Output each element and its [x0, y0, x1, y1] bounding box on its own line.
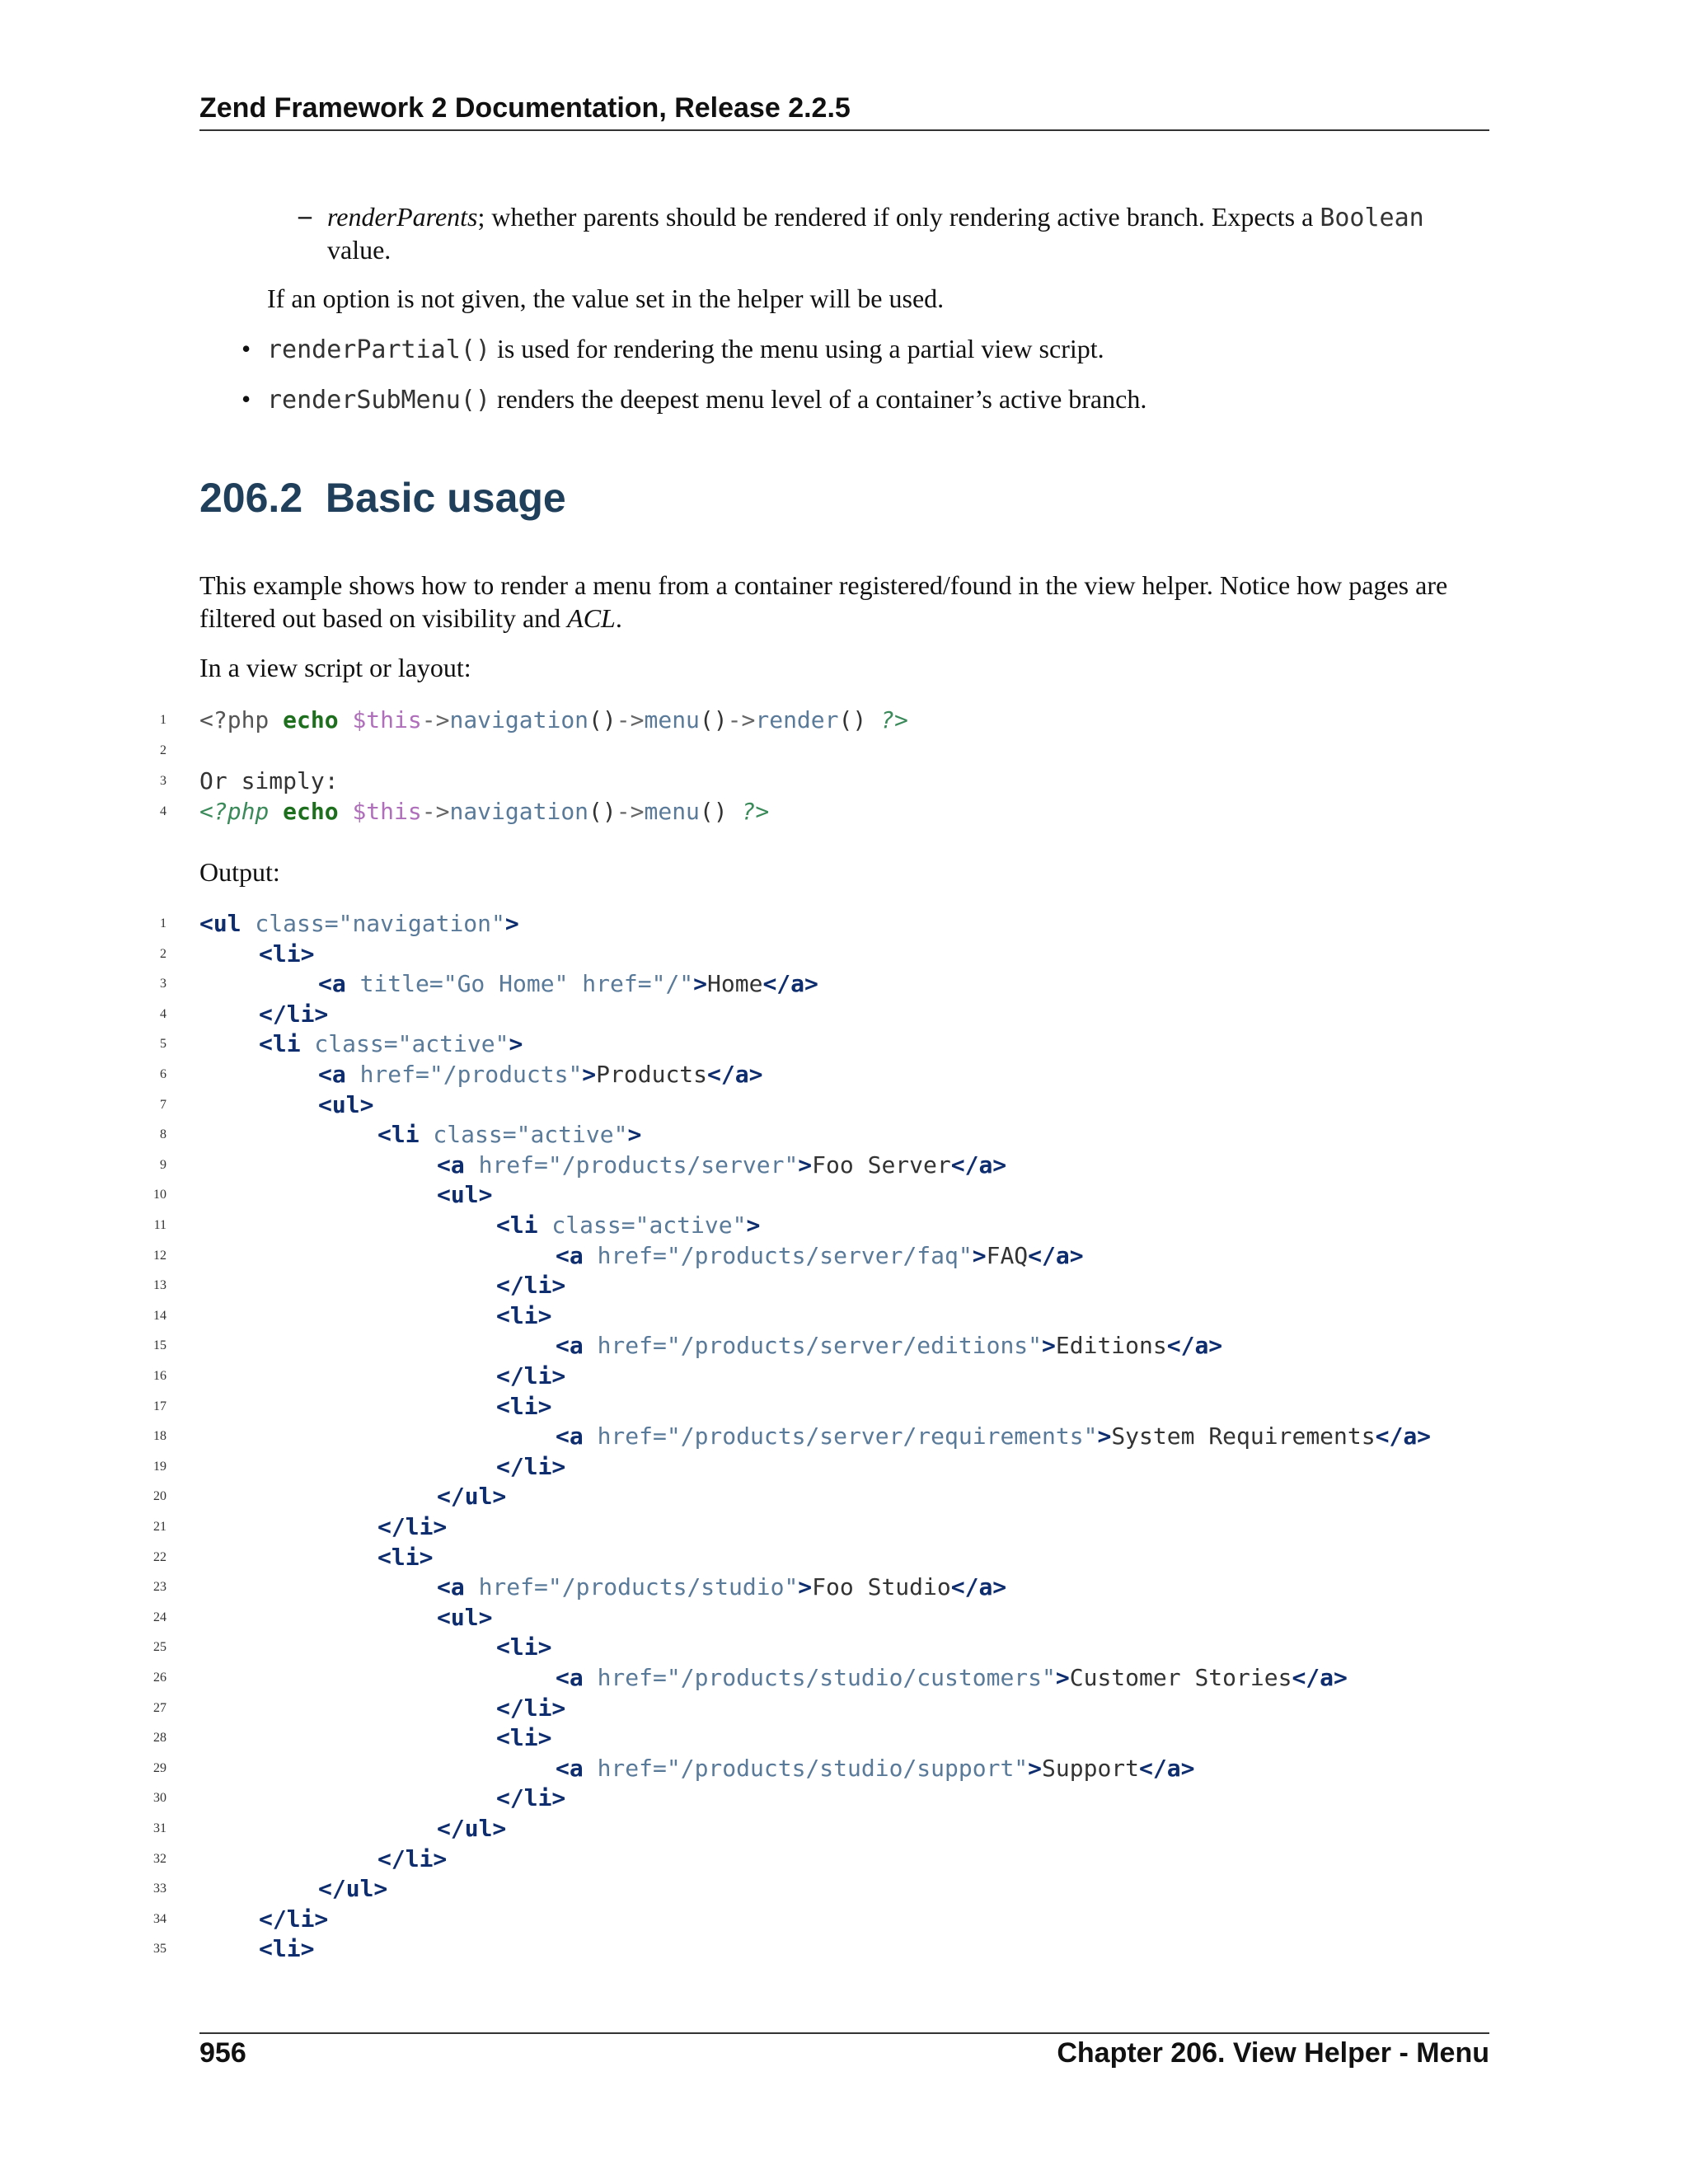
line-number: 9 [160, 1158, 166, 1172]
code-tag: <li [496, 1212, 538, 1239]
code-text: FAQ [986, 1242, 1029, 1269]
code-tag: </li> [377, 1513, 448, 1540]
code-tag: </a> [1028, 1242, 1084, 1269]
code-line [556, 1240, 1084, 1271]
code-attribute: href="/products/studio/support" [583, 1755, 1029, 1782]
code-tag: <a [556, 1242, 584, 1269]
line-number: 12 [153, 1249, 166, 1263]
method-description: renders the deepest menu level of a container’s active branch. [496, 384, 1147, 414]
code-attribute: href="/products/studio/customers" [583, 1664, 1056, 1691]
line-number: 24 [153, 1610, 166, 1624]
code-line [496, 1270, 565, 1301]
code-tag: > [798, 1151, 813, 1179]
code-tag: <a [556, 1422, 584, 1450]
code-tag: <ul> [437, 1604, 493, 1631]
line-number: 25 [153, 1640, 166, 1654]
code-tag: <a [437, 1151, 465, 1179]
method-name: renderPartial() [267, 335, 490, 364]
dash-bullet: – [298, 200, 312, 230]
option-type: Boolean [1320, 204, 1424, 232]
code-line [377, 1119, 641, 1150]
code-tag: </a> [1139, 1755, 1195, 1782]
intro-line-2 [199, 602, 622, 635]
code-line [496, 1391, 551, 1422]
code-tag: <li> [259, 940, 315, 968]
code-tag: </a> [707, 1061, 763, 1088]
line-number: 31 [153, 1821, 166, 1835]
code-line [496, 1632, 551, 1662]
code-tag: <li> [496, 1633, 552, 1661]
code-attribute: class="navigation" [241, 910, 505, 937]
code-line [556, 1330, 1222, 1361]
code-tag: > [1028, 1755, 1043, 1782]
code-line [437, 1602, 492, 1633]
line-number: 4 [160, 1007, 166, 1021]
option-description-tail: value. [327, 235, 392, 265]
code-line [259, 999, 328, 1029]
code-line [377, 1511, 447, 1542]
code-line [437, 1150, 1006, 1180]
code-text: Foo Server [812, 1151, 951, 1179]
option-render-parents [327, 200, 1489, 235]
code-tag: > [972, 1242, 987, 1269]
code-attribute: class="active" [419, 1121, 628, 1148]
line-number: 35 [153, 1942, 166, 1956]
code-line-3: Or simply: [199, 767, 339, 794]
code-tag: <a [556, 1332, 584, 1359]
page-number: 956 [199, 2037, 246, 2069]
fallback-note: If an option is not given, the value set in the helper will be used. [267, 284, 945, 313]
code-tag: <a [318, 970, 346, 997]
line-number: 3 [160, 774, 166, 788]
line-number: 7 [160, 1098, 166, 1112]
code-tag: </a> [762, 970, 818, 997]
code-tag: <li> [496, 1393, 552, 1420]
code-line [496, 1301, 551, 1331]
running-header-title: Zend Framework 2 Documentation, Release 2.2.5 [199, 92, 851, 124]
line-number: 21 [153, 1520, 166, 1534]
intro-text: filtered out based on visibility and [199, 603, 568, 633]
line-number: 23 [153, 1580, 166, 1594]
line-number: 30 [153, 1791, 166, 1805]
method-description: is used for rendering the menu using a partial view script. [496, 334, 1104, 363]
acl-term: ACL [567, 603, 616, 633]
code-line [496, 1210, 760, 1240]
line-number: 29 [153, 1761, 166, 1775]
line-number: 10 [153, 1188, 166, 1202]
line-number: 32 [153, 1852, 166, 1866]
code-line [437, 1813, 506, 1844]
code-tag: > [1042, 1332, 1056, 1359]
code-tag: > [798, 1573, 813, 1601]
code-tag: </ul> [437, 1815, 507, 1842]
line-number: 33 [153, 1882, 166, 1896]
code-tag: <ul [199, 910, 241, 937]
code-text: System Requirements [1111, 1422, 1376, 1450]
code-tag: > [1055, 1664, 1070, 1691]
line-number: 14 [153, 1309, 166, 1323]
line-number: 13 [153, 1278, 166, 1292]
header-rule [199, 129, 1489, 131]
line-number: 28 [153, 1731, 166, 1745]
method-item [267, 382, 1146, 417]
code-line [496, 1693, 565, 1723]
option-description: ; whether parents should be rendered if only rendering active branch. Expects a [477, 202, 1314, 232]
code-tag: </li> [377, 1845, 448, 1872]
code-tag: </a> [1166, 1332, 1223, 1359]
bullet-dot: • [241, 384, 251, 414]
code-line-4: <?php echo $this->navigation()->menu() ?> [199, 798, 770, 825]
view-script-label: In a view script or layout: [199, 653, 471, 682]
code-tag: > [693, 970, 708, 997]
code-line [437, 1572, 1006, 1602]
code-line [199, 908, 519, 939]
bullet-dot: • [241, 334, 251, 363]
code-attribute: href="/products/studio" [464, 1573, 799, 1601]
code-tag: </li> [496, 1272, 566, 1299]
line-number: 26 [153, 1671, 166, 1685]
code-tag: <ul> [318, 1091, 374, 1118]
code-tag: > [1097, 1422, 1112, 1450]
line-number: 3 [160, 977, 166, 991]
code-tag: </li> [496, 1362, 566, 1390]
line-number: 11 [153, 1218, 166, 1232]
code-tag: <li> [377, 1544, 434, 1571]
line-number: 17 [153, 1399, 166, 1413]
code-tag: </ul> [318, 1875, 388, 1902]
code-tag: > [627, 1121, 642, 1148]
code-tag: <a [318, 1061, 346, 1088]
code-tag: </a> [1292, 1664, 1348, 1691]
line-number: 16 [153, 1369, 166, 1383]
line-number: 1 [160, 713, 166, 727]
code-line [318, 1090, 373, 1120]
code-attribute: title="Go Home" href="/" [345, 970, 694, 997]
code-line [556, 1662, 1348, 1693]
code-tag: </li> [259, 1001, 329, 1028]
line-number: 2 [160, 947, 166, 961]
code-line [259, 1029, 523, 1059]
code-text: Editions [1055, 1332, 1167, 1359]
code-line [318, 968, 818, 999]
code-text: Support [1042, 1755, 1140, 1782]
section-title: Basic usage [325, 475, 566, 521]
section-heading [199, 474, 566, 522]
code-tag: > [509, 1030, 523, 1057]
code-tag: <li> [496, 1724, 552, 1751]
code-line [318, 1873, 387, 1904]
code-text: Customer Stories [1069, 1664, 1292, 1691]
code-line [556, 1753, 1194, 1783]
method-item [267, 332, 1104, 367]
line-number: 6 [160, 1067, 166, 1081]
code-tag: </ul> [437, 1483, 507, 1510]
code-tag: <ul> [437, 1181, 493, 1208]
line-number: 5 [160, 1037, 166, 1051]
line-number: 2 [160, 743, 166, 757]
code-tag: </li> [496, 1694, 566, 1722]
code-line [377, 1844, 447, 1874]
option-name: renderParents [327, 202, 478, 232]
code-tag: > [582, 1061, 597, 1088]
code-tag: <a [556, 1755, 584, 1782]
code-tag: </a> [1375, 1422, 1432, 1450]
code-text: Home [707, 970, 763, 997]
code-tag: > [504, 910, 519, 937]
code-line [496, 1722, 551, 1753]
code-tag: <li> [259, 1935, 315, 1962]
code-line [496, 1361, 565, 1391]
line-number: 19 [153, 1460, 166, 1474]
code-tag: <a [556, 1664, 584, 1691]
intro-line-1: This example shows how to render a menu from a container registered/found in the view helper. Notice how pages are [199, 570, 1448, 600]
line-number: 1 [160, 916, 166, 930]
output-label: Output: [199, 857, 280, 887]
code-tag: </a> [950, 1151, 1007, 1179]
line-number: 20 [153, 1489, 166, 1503]
code-line [259, 1904, 328, 1934]
intro-period: . [615, 603, 622, 633]
code-line [259, 939, 314, 969]
code-line-1: <?php echo $this->navigation()->menu()->render() ?> [199, 706, 908, 733]
code-tag: <li [259, 1030, 301, 1057]
chapter-title: Chapter 206. View Helper - Menu [1057, 2037, 1489, 2069]
code-attribute: href="/products/server/requirements" [583, 1422, 1098, 1450]
line-number: 34 [153, 1912, 166, 1926]
line-number: 27 [153, 1701, 166, 1715]
code-attribute: href="/products/server/editions" [583, 1332, 1043, 1359]
line-number: 18 [153, 1429, 166, 1443]
code-tag: </li> [496, 1784, 566, 1811]
code-tag: <li> [496, 1302, 552, 1329]
code-text: Foo Studio [812, 1573, 951, 1601]
footer-rule [199, 2032, 1489, 2034]
code-attribute: class="active" [537, 1212, 747, 1239]
line-number: 22 [153, 1550, 166, 1564]
code-tag: <a [437, 1573, 465, 1601]
code-attribute: class="active" [300, 1030, 509, 1057]
code-line [556, 1421, 1431, 1451]
line-number: 15 [153, 1338, 166, 1352]
code-tag: <li [377, 1121, 420, 1148]
code-tag: </li> [259, 1905, 329, 1933]
code-text: Products [596, 1061, 708, 1088]
code-line [496, 1451, 565, 1482]
code-attribute: href="/products/server" [464, 1151, 799, 1179]
code-line [496, 1783, 565, 1813]
line-number: 4 [160, 804, 166, 818]
code-attribute: href="/products" [345, 1061, 583, 1088]
code-line [318, 1059, 762, 1090]
section-number: 206.2 [199, 475, 303, 521]
code-line [377, 1542, 433, 1572]
code-attribute: href="/products/server/faq" [583, 1242, 973, 1269]
line-number: 8 [160, 1127, 166, 1141]
method-name: renderSubMenu() [267, 386, 490, 415]
code-tag: </li> [496, 1453, 566, 1480]
code-tag: > [746, 1212, 761, 1239]
code-line [437, 1179, 492, 1210]
code-line [437, 1481, 506, 1511]
code-tag: </a> [950, 1573, 1007, 1601]
code-line [259, 1933, 314, 1964]
